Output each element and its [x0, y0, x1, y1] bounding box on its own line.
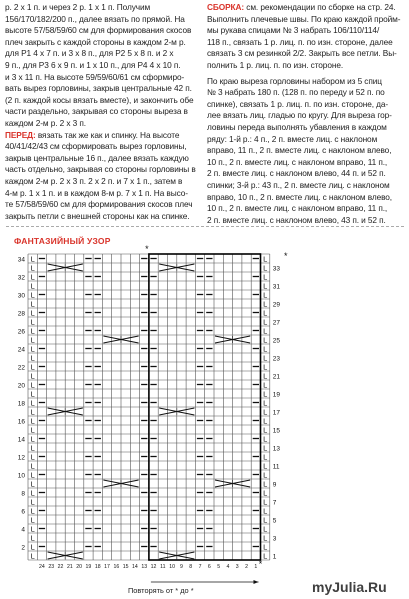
edge-stitch-symbol: L	[263, 380, 268, 390]
edge-stitch-symbol: L	[263, 542, 268, 552]
edge-stitch-symbol: L	[263, 353, 268, 363]
stitch-number: 23	[48, 564, 55, 570]
pered-label: ПЕРЕД:	[5, 129, 36, 140]
neckline-text-line: ряду: 1-й р.: 4 п., 2 п. вместе лиц. с наклоном	[207, 133, 378, 144]
repeat-start-star: *	[145, 244, 149, 254]
stitch-number: 16	[113, 564, 120, 570]
row-number-right: 5	[272, 517, 277, 525]
edge-stitch-symbol: L	[263, 344, 268, 354]
neckline-text-line: № 3 набрать 180 п. (128 п. по переду и 52 п. по	[207, 87, 385, 98]
edge-stitch-symbol: L	[263, 515, 268, 525]
stitch-number: 4	[226, 564, 230, 570]
sborka-text-line: Выполнить плечевые швы. По краю каждой пройм-	[207, 13, 401, 24]
stitch-number: 10	[169, 564, 176, 570]
edge-stitch-symbol: L	[263, 533, 268, 543]
stitch-number: 7	[198, 564, 202, 570]
pered-text-line: закрыть петли с внешней стороны как на спинке.	[5, 210, 190, 221]
chart-title: ФАНТАЗИЙНЫЙ УЗОР	[14, 236, 111, 246]
row-number-right: 33	[272, 265, 281, 273]
edge-stitch-symbol: L	[263, 488, 268, 498]
neckline-text-line: 2 п. вместе лиц. с наклоном влево, 44 п. и 52 п.	[207, 168, 386, 179]
edge-stitch-symbol: L	[263, 407, 268, 417]
edge-stitch-symbol: L	[30, 317, 35, 327]
edge-stitch-symbol: L	[263, 452, 268, 462]
neckline-text-line: лее вязать лиц. гладью по кругу. Для выреза гор-	[207, 110, 392, 121]
edge-stitch-symbol: L	[30, 506, 35, 516]
repeat-arrow-head	[254, 580, 259, 584]
edge-stitch-symbol: L	[30, 290, 35, 300]
edge-stitch-symbol: L	[30, 326, 35, 336]
pered-text-line: каждом 2-м р. 2 х 3 п. 2 х 2 п. и 7 х 1 п., затем в	[5, 175, 183, 186]
edge-stitch-symbol: L	[30, 335, 35, 345]
stitch-number: 6	[207, 564, 211, 570]
edge-stitch-symbol: L	[30, 488, 35, 498]
stitch-number: 9	[180, 564, 183, 570]
edge-stitch-symbol: L	[263, 524, 268, 534]
body-text-line: вать вырез горловины, закрыв центральные 42 п.	[5, 83, 192, 94]
pered-text-line: закрыв центральные 16 п., далее вязать каждую	[5, 152, 189, 163]
stitch-number: 2	[245, 564, 248, 570]
edge-stitch-symbol: L	[263, 299, 268, 309]
sborka-text-line: полнить 1 р. лиц. п. по изн. стороне.	[207, 59, 344, 70]
neckline-text-line: спинки; 3-й р.: 43 п., 2 п. вместе лиц. с наклоном	[207, 179, 390, 190]
row-number-left: 6	[21, 508, 25, 516]
edge-stitch-symbol: L	[263, 443, 268, 453]
section-divider	[6, 226, 404, 227]
stitch-number: 17	[104, 564, 110, 570]
edge-stitch-symbol: L	[30, 362, 35, 372]
edge-stitch-symbol: L	[30, 371, 35, 381]
stitch-number: 20	[76, 564, 83, 570]
edge-stitch-symbol: L	[30, 308, 35, 318]
row-number-right: 15	[272, 427, 281, 435]
body-text-line: 156/170/182/200 п., далее вязать по прямой. На	[5, 13, 185, 24]
edge-stitch-symbol: L	[263, 479, 268, 489]
edge-stitch-symbol: L	[263, 281, 268, 291]
edge-stitch-symbol: L	[263, 335, 268, 345]
row-number-right: 11	[272, 463, 280, 471]
row-number-left: 12	[17, 454, 25, 462]
row-number-right: 1	[272, 553, 277, 561]
edge-stitch-symbol: L	[30, 461, 35, 471]
row-number-right: 13	[272, 445, 281, 453]
edge-stitch-symbol: L	[30, 380, 35, 390]
sborka-text-line: 118 п., связать 1 р. лиц. п. по изн. стороне, далее	[207, 36, 393, 47]
repeat-bottom-star: *	[258, 559, 263, 569]
edge-stitch-symbol: L	[30, 281, 35, 291]
stitch-number: 14	[132, 564, 138, 570]
knitting-chart	[0, 243, 409, 588]
body-text-line: 9 п., для Р3 6 х 9 п. и 1 х 10 п., для Р4 4 х 10 п.	[5, 59, 181, 70]
site-logo: myJulia.Ru	[312, 579, 387, 595]
stitch-number: 21	[66, 564, 73, 570]
body-text-line: каждом 2-м р. 2 х 3 п.	[5, 117, 86, 128]
stitch-number: 24	[39, 564, 45, 570]
edge-stitch-symbol: L	[30, 452, 35, 462]
edge-stitch-symbol: L	[30, 551, 35, 561]
stitch-number: 18	[94, 564, 101, 570]
stitch-number: 3	[235, 564, 239, 570]
edge-stitch-symbol: L	[263, 371, 268, 381]
neckline-text-line: 2 п. вместе лиц. с наклоном влево, 43 п. и 52 п.	[207, 214, 386, 225]
edge-stitch-symbol: L	[263, 308, 268, 318]
body-text-line: (2 п. каждой косы вязать вместе), и закончить обе	[5, 94, 194, 105]
stitch-number: 11	[160, 564, 166, 570]
neckline-text-line: 10 п., 2 п. вместе лиц. с наклоном вправо, 11 п.,	[207, 203, 388, 214]
pered-text-line: 40/41/42/43 см сформировать вырез горловины,	[5, 141, 187, 152]
neckline-text-line: спинке), связать 1 р. лиц. п. по изн. стороне, да-	[207, 98, 389, 109]
edge-stitch-symbol: L	[30, 479, 35, 489]
edge-stitch-symbol: L	[30, 497, 35, 507]
body-text-line: р. 2 х 1 п. и через 2 р. 1 х 1 п. Получим	[5, 2, 151, 12]
row-number-left: 16	[17, 418, 25, 426]
edge-stitch-symbol: L	[263, 470, 268, 480]
row-number-right: 29	[272, 301, 281, 309]
body-text-line: высоте 57/58/59/60 см для формирования скосов	[5, 25, 192, 36]
sborka-label: СБОРКА:	[207, 2, 245, 12]
edge-stitch-symbol: L	[263, 506, 268, 516]
stitch-number: 19	[85, 564, 92, 570]
row-number-right: 27	[272, 319, 281, 327]
row-number-right: 7	[272, 499, 277, 507]
row-number-left: 18	[17, 400, 25, 408]
edge-stitch-symbol: L	[30, 398, 35, 408]
edge-stitch-symbol: L	[30, 353, 35, 363]
neckline-text-line: ловины переда выполнять убавления в каждом	[207, 121, 387, 132]
pered-text-line: 4-м р. 1 х 1 п. и в каждом 8-м р. 7 х 1 п. На высо-	[5, 187, 188, 198]
row-number-right: 25	[272, 337, 281, 345]
row-number-left: 26	[17, 328, 25, 336]
edge-stitch-symbol: L	[30, 263, 35, 273]
edge-stitch-symbol: L	[30, 425, 35, 435]
edge-stitch-symbol: L	[263, 434, 268, 444]
edge-stitch-symbol: L	[30, 416, 35, 426]
edge-stitch-symbol: L	[30, 533, 35, 543]
body-text-line: для Р1 4 х 7 п. и 3 х 8 п., для Р2 5 х 8 п. и 2 х	[5, 48, 174, 59]
row-number-left: 28	[17, 310, 25, 318]
edge-stitch-symbol: L	[263, 317, 268, 327]
row-number-left: 8	[21, 490, 25, 498]
neckline-text-line: По краю выреза горловины набором из 5 спиц	[207, 75, 382, 86]
row-number-left: 34	[17, 256, 25, 264]
stitch-number: 1	[254, 564, 258, 570]
stitch-number: 15	[122, 564, 129, 570]
row-number-right: 23	[272, 355, 281, 363]
edge-stitch-symbol: L	[30, 272, 35, 282]
stitch-number: 12	[150, 564, 157, 570]
stitch-number: 8	[189, 564, 193, 570]
row-number-right: 21	[272, 373, 281, 381]
repeat-end-star: *	[284, 251, 288, 261]
row-number-left: 22	[17, 364, 25, 372]
edge-stitch-symbol: L	[30, 407, 35, 417]
sborka-text-line: мы рукава спицами № 3 набрать 106/110/114/	[207, 25, 380, 36]
pered-text-line: те 57/58/59/60 см для формирования скосов плеч	[5, 199, 193, 210]
edge-stitch-symbol: L	[30, 515, 35, 525]
edge-stitch-symbol: L	[30, 434, 35, 444]
edge-stitch-symbol: L	[263, 551, 268, 561]
body-text-line: и 3 х 11 п. На высоте 59/59/60/61 см сформиро-	[5, 71, 185, 82]
edge-stitch-symbol: L	[30, 344, 35, 354]
pered-first-line: вязать так же как и спинку. На высоте	[35, 129, 180, 140]
row-number-right: 3	[272, 535, 277, 543]
edge-stitch-symbol: L	[263, 497, 268, 507]
row-number-left: 2	[21, 544, 25, 552]
right-text-column	[207, 2, 405, 226]
edge-stitch-symbol: L	[263, 416, 268, 426]
edge-stitch-symbol: L	[30, 470, 35, 480]
chart-caption: Повторять от * до *	[128, 586, 194, 595]
stitch-number: 13	[141, 564, 148, 570]
edge-stitch-symbol: L	[263, 362, 268, 372]
row-number-right: 19	[272, 391, 281, 399]
body-text-line: части раздельно, закрывая со стороны выреза в	[5, 106, 188, 117]
sborka-paragraph	[207, 2, 405, 14]
edge-stitch-symbol: L	[263, 389, 268, 399]
edge-stitch-symbol: L	[263, 254, 268, 264]
row-number-left: 24	[17, 346, 25, 354]
sborka-text-line: связать 3 см резинкой 2/2. Закрыть все петли. Вы-	[207, 48, 397, 59]
neckline-text-line: вправо, 10 п., 2 п. вместе лиц. с наклоном влево,	[207, 191, 393, 202]
edge-stitch-symbol: L	[30, 389, 35, 399]
body-text-line: плеч закрыть с каждой стороны в каждом 2-м р.	[5, 36, 186, 47]
edge-stitch-symbol: L	[263, 263, 268, 273]
left-text-column	[5, 2, 201, 222]
stitch-number: 5	[217, 564, 221, 570]
pered-text-line: часть отдельно, закрывая со стороны горловины в	[5, 164, 196, 175]
edge-stitch-symbol: L	[263, 290, 268, 300]
row-number-left: 10	[17, 472, 25, 480]
edge-stitch-symbol: L	[263, 272, 268, 282]
sborka-first-line: см. рекомендации по сборке на стр. 24.	[244, 2, 396, 12]
stitch-number: 22	[57, 564, 64, 570]
edge-stitch-symbol: L	[263, 461, 268, 471]
edge-stitch-symbol: L	[30, 542, 35, 552]
neckline-text-line: 10 п., 2 п. вместе лиц. с наклоном вправо, 11 п.,	[207, 156, 388, 167]
edge-stitch-symbol: L	[263, 326, 268, 336]
pered-paragraph	[5, 130, 201, 142]
row-number-right: 17	[272, 409, 281, 417]
row-number-left: 32	[17, 274, 25, 282]
edge-stitch-symbol: L	[30, 443, 35, 453]
row-number-left: 14	[17, 436, 25, 444]
neckline-text-line: вправо, 11 п., 2 п. вместе лиц. с наклоном влево,	[207, 145, 392, 156]
edge-stitch-symbol: L	[30, 254, 35, 264]
edge-stitch-symbol: L	[263, 425, 268, 435]
edge-stitch-symbol: L	[30, 299, 35, 309]
row-number-right: 31	[272, 283, 281, 291]
row-number-left: 4	[21, 526, 25, 534]
row-number-right: 9	[272, 481, 277, 489]
row-number-left: 30	[17, 292, 25, 300]
edge-stitch-symbol: L	[30, 524, 35, 534]
row-number-left: 20	[17, 382, 25, 390]
edge-stitch-symbol: L	[263, 398, 268, 408]
